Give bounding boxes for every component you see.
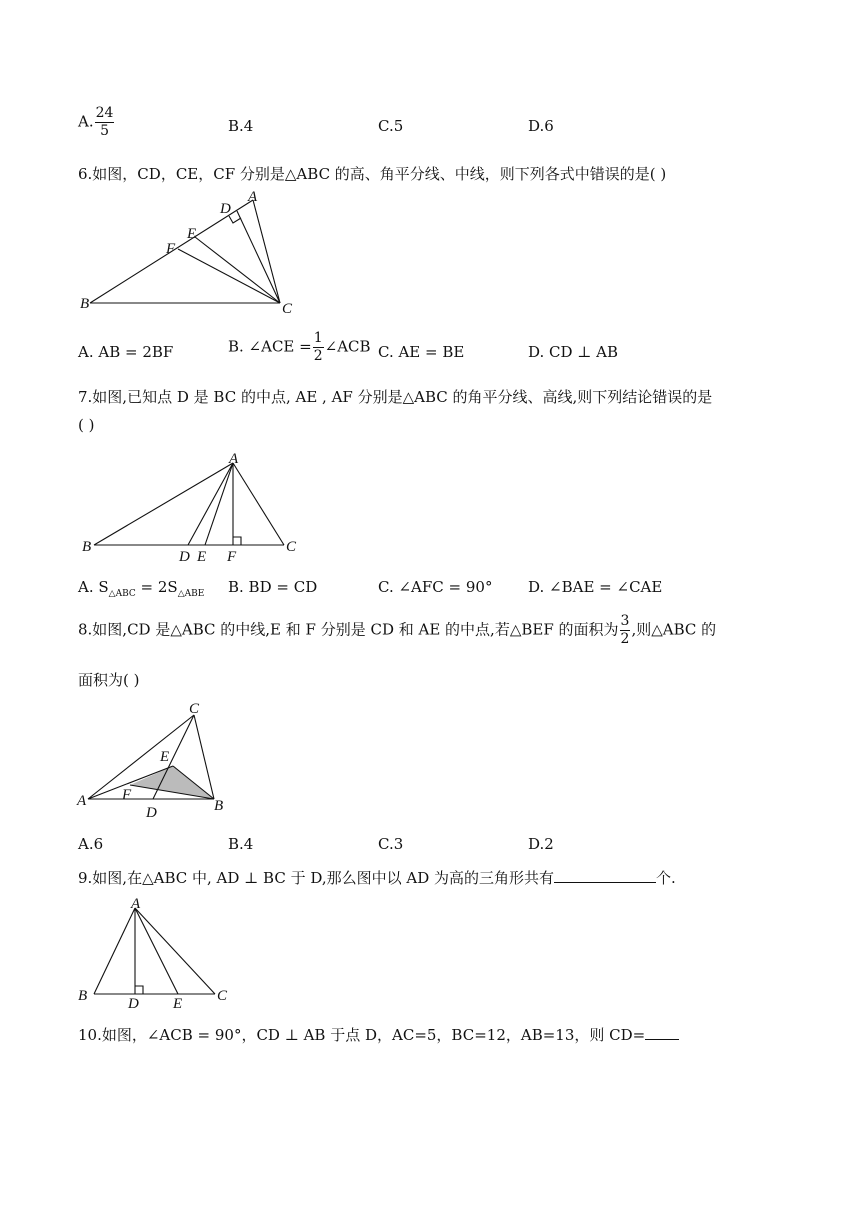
q8-label-d: D [146, 805, 157, 821]
q8-label-c: C [189, 701, 200, 717]
q6-stem: 6.如图，CD，CE，CF 分别是△ABC 的高、角平分线、中线，则下列各式中错误的是( ) [78, 165, 667, 183]
q7-stem-line2: ( ) [78, 416, 95, 434]
q7-option-b: B. BD = CD [228, 578, 318, 596]
q5-option-b: B.4 [228, 117, 254, 135]
q6-median-cf [178, 249, 280, 303]
q6-label-c: C [282, 301, 293, 317]
q8-label-f: F [122, 787, 132, 803]
q6-option-b-prefix: B. ∠ACE = [228, 337, 312, 356]
q7-stem-line1: 7.如图,已知点 D 是 BC 的中点, AE , AF 分别是△ABC 的角平分线、高线,则下列结论错误的是 [78, 388, 713, 406]
q7-figure [72, 445, 312, 565]
q7-bisector-ae [205, 463, 233, 545]
q7-option-a-subscript-2: △ABE [177, 589, 205, 599]
q7-label-f: F [227, 549, 237, 565]
q6-side-ac [253, 200, 280, 303]
q5-option-a-fraction [95, 105, 115, 140]
q6-label-b: B [80, 296, 90, 312]
q5-option-a [78, 105, 115, 140]
q8-stem-part1: 8.如图,CD 是△ABC 的中线,E 和 F 分别是 CD 和 AE 的中点,若△BEF 的面积为 [78, 620, 619, 639]
q9-side-ab [94, 908, 135, 994]
q8-label-b: B [214, 798, 224, 814]
q7-label-d: D [179, 549, 190, 565]
q5-option-c: C.5 [378, 117, 404, 135]
q9-answer-blank[interactable] [554, 868, 656, 883]
q6-bisector-ce [195, 237, 280, 303]
q7-option-a-mid: = 2S [135, 578, 178, 596]
q7-side-ab [94, 463, 233, 545]
q7-median-ad [188, 463, 233, 545]
q9-label-d: D [128, 996, 139, 1012]
q9-label-b: B [78, 988, 88, 1004]
q6-label-e: E [187, 226, 197, 242]
q6-option-c: C. AE = BE [378, 343, 465, 361]
q6-option-b-fraction [313, 330, 324, 365]
q7-label-a: A [229, 451, 239, 467]
q9-stem-part1: 9.如图,在△ABC 中, AD ⊥ BC 于 D,那么图中以 AD 为高的三角形共有 [78, 869, 555, 887]
q7-label-c: C [286, 539, 297, 555]
q10-stem-text: 10.如图，∠ACB = 90°，CD ⊥ AB 于点 D，AC=5，BC=12，AB=13，则 CD= [78, 1026, 646, 1044]
q8-stem-fraction [620, 613, 631, 648]
q8-option-b: B.4 [228, 835, 254, 853]
q5-option-a-prefix: A. [78, 112, 94, 131]
q6-figure [70, 190, 310, 320]
q10-answer-blank[interactable] [645, 1025, 679, 1040]
q7-option-d: D. ∠BAE = ∠CAE [528, 578, 663, 596]
q5-option-a-denominator: 5 [100, 123, 109, 139]
q8-stem-denominator: 2 [620, 631, 630, 647]
q6-altitude-cd [237, 211, 280, 303]
q8-option-d: D.2 [528, 835, 554, 853]
q6-label-f: F [166, 241, 176, 257]
q6-option-b-denominator: 2 [313, 348, 323, 364]
q8-label-a: A [77, 793, 87, 809]
q7-side-ac [233, 463, 284, 545]
q8-stem-numerator: 3 [620, 613, 630, 629]
q6-option-d: D. CD ⊥ AB [528, 343, 619, 361]
q9-right-angle-mark [135, 986, 143, 994]
q9-label-c: C [217, 988, 228, 1004]
q9-label-a: A [131, 896, 141, 912]
q5-option-d: D.6 [528, 117, 554, 135]
q7-label-e: E [197, 549, 207, 565]
q9-side-ac [135, 908, 215, 994]
q6-label-d: D [220, 201, 231, 217]
q7-label-b: B [82, 539, 92, 555]
q8-shaded-triangle-bef [130, 766, 214, 799]
q8-label-e: E [160, 749, 170, 765]
q6-label-a: A [248, 190, 258, 205]
q6-right-angle-mark [229, 216, 241, 223]
q6-option-a: A. AB = 2BF [78, 343, 174, 361]
q8-option-a: A.6 [78, 835, 104, 853]
q6-option-b-suffix: ∠ACB [324, 337, 371, 356]
q7-option-a-subscript-1: △ABC [108, 589, 136, 599]
q9-label-e: E [173, 996, 183, 1012]
q7-right-angle-mark [233, 537, 241, 545]
q7-option-a-prefix: A. S [78, 578, 109, 596]
q8-stem-line1 [78, 613, 716, 648]
q9-segment-ae [135, 908, 178, 994]
q9-figure [72, 893, 242, 1013]
q5-option-a-numerator: 24 [95, 105, 114, 121]
q8-stem-line2: 面积为( ) [78, 671, 140, 689]
q10-stem [78, 1024, 679, 1045]
q6-option-b-numerator: 1 [313, 330, 323, 346]
q8-option-c: C.3 [378, 835, 404, 853]
q7-option-a [78, 578, 204, 599]
q9-stem [78, 867, 676, 888]
q7-option-c: C. ∠AFC = 90° [378, 578, 493, 596]
q8-figure [72, 695, 252, 825]
q6-option-b [228, 330, 371, 365]
q9-stem-part2: 个. [656, 869, 676, 887]
q8-stem-part2: ,则△ABC 的 [631, 620, 717, 639]
